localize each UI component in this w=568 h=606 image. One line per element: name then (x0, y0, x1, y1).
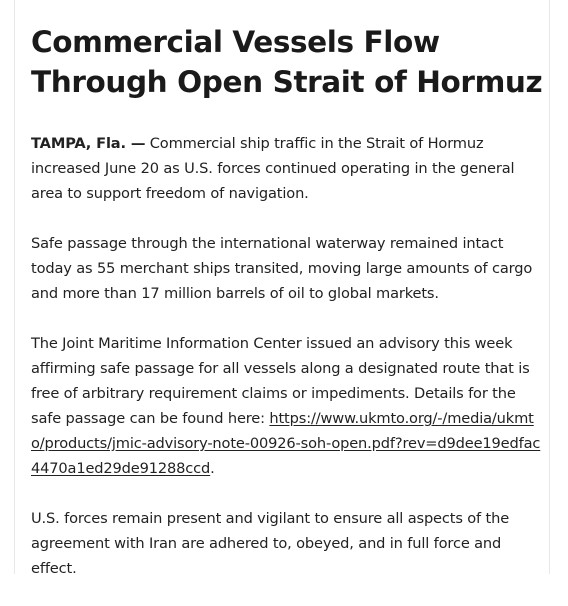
paragraph-1-text: Commercial ship traffic in the Strait of Hormuz increased June 20 as U.S. forces continued operating in the general area to support freedom of navigation. (31, 135, 515, 202)
advisory-link[interactable]: https://www.ukmto.org/-/media/ukmto/products/jmic-advisory-note-00926-soh-open.pdf?rev=d9dee19edfac4470a1ed29de91288ccd (31, 410, 541, 477)
paragraph-3 (31, 331, 543, 481)
paragraph-2: Safe passage through the international waterway remained intact today as 55 merchant ships transited, moving large amounts of cargo and more than 17 million barrels of oil to global markets. (31, 235, 533, 302)
headline: Commercial Vessels Flow Through Open Strait of Hormuz (31, 25, 543, 99)
paragraph-3-text: The Joint Maritime Information Center issued an advisory this week affirming safe passage for all vessels along a designated route that is free of arbitrary requirement claims or impediments. Details for the safe passage can be found here: (31, 335, 530, 427)
paragraph-4: U.S. forces remain present and vigilant to ensure all aspects of the agreement with Iran are adhered to, obeyed, and in full force and effect. (31, 510, 510, 577)
paragraph-1 (31, 131, 543, 206)
paragraph-3-end: . (210, 460, 215, 477)
dateline: TAMPA, Fla. — (31, 135, 146, 152)
article (31, 22, 543, 606)
